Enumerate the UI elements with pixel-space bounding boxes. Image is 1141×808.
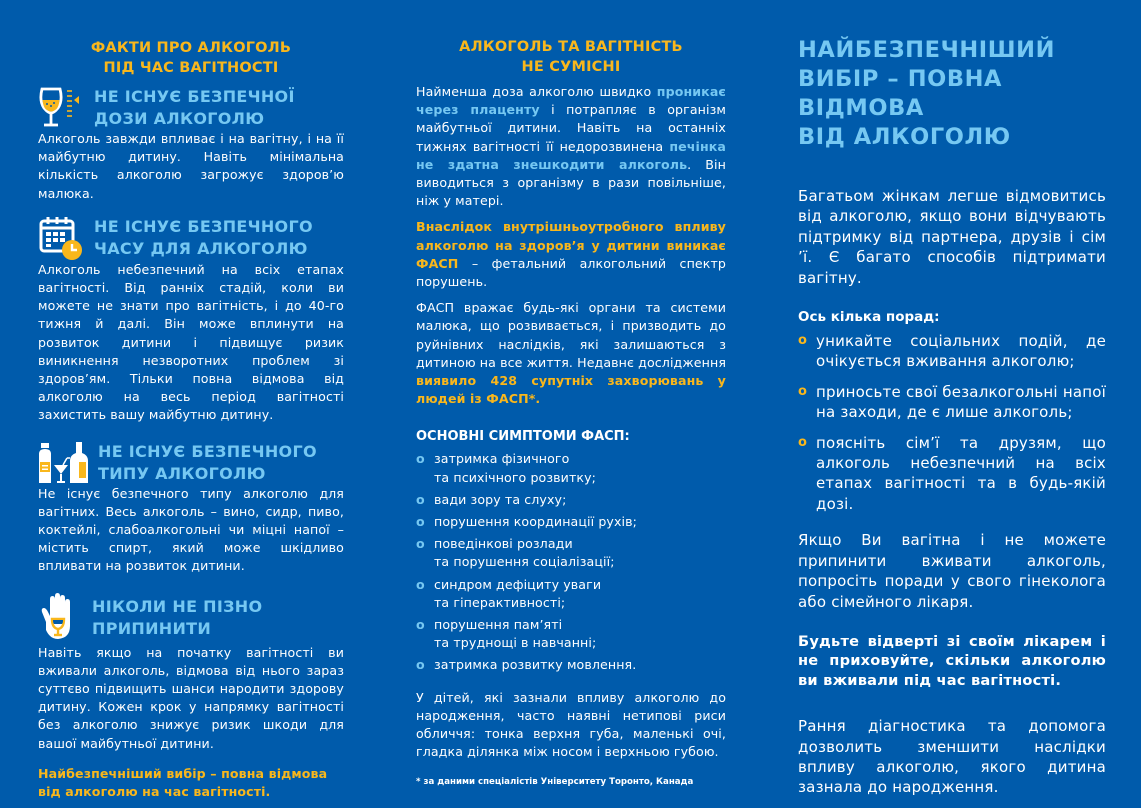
fact-no-safe-dose [38, 86, 344, 203]
fact-text: Навіть якщо на початку вагітності ви вживали алкоголь, відмова від нього зараз суттєво підвищить шанси народити здорову дитину. Кожен крок у напрямку вагітності без алкоголю знижує ризик шкоди для вашої майбутньої дитини. [38, 644, 344, 751]
fasd-effects-paragraph: ФАСП вражає будь-які органи та системи малюка, що розвивається, і призводить до руйнівних наслідків, які залишаються з дитиною на все життя. Недавнє дослідження виявило 428 супутніх захворювань у людей із ФАСП*. [416, 300, 726, 407]
symptom-item: o затримка розвитку мовлення. [416, 657, 637, 673]
panel-safest-choice [798, 0, 1106, 808]
stop-hand-glass-icon [38, 592, 92, 644]
fasd-definition-paragraph: Внаслідок внутрішньоутробного впливу алкоголю на здоров’я у дитини виникає ФАСП – фетальний алкогольний спектр порушень. [416, 219, 726, 290]
fact-title: НЕ ІСНУЄ БЕЗПЕЧНОЇ ДОЗИ АЛКОГОЛЮ [94, 87, 295, 128]
tip-item: o уникайте соціальних подій, де очікується вживання алкоголю; [798, 332, 1106, 371]
bottles-drinks-icon [38, 441, 98, 485]
panel-alcohol-and-pregnancy [416, 0, 726, 808]
fact-no-safe-time [38, 215, 344, 425]
early-diagnosis-text: Рання діагностика та допомога дозволить зменшити наслідки впливу алкоголю, якого дитина зазнала до народження. [798, 717, 1106, 797]
tip-item: o поясніть сім’ї та друзям, що алкоголь небезпечний на всіх етапах вагітності та в будь-якій дозі. [798, 433, 1106, 513]
symptoms-title: ОСНОВНІ СИМПТОМИ ФАСП: [416, 429, 630, 445]
tips-title: Ось кілька порад: [798, 309, 940, 326]
symptom-item: o порушення координації рухів; [416, 514, 637, 530]
wine-glass-level-icon [38, 87, 94, 129]
tips-list [798, 331, 1106, 514]
calendar-clock-icon [38, 215, 94, 261]
fact-text: Не існує безпечного типу алкоголю для вагітних. Весь алкоголь – вино, сидр, пиво, коктейлі, слабоалкогольні чи міцні напої – містить спирт, який може шкідливо впливати на розвиток дитини. [38, 485, 344, 574]
placenta-paragraph: Найменша доза алкоголю швидко проникає через плаценту і потрапляє в організм майбутньої дитини. Навіть на останніх тижнях вагітності її недорозвинена печінка не здатна знешкодити алкоголь. Він виводиться з організму в рази повільніше, ніж у матері. [416, 84, 726, 209]
panel1-conclusion: Найбезпечніший вибір – повна відмова від алкоголю на час вагітності. [38, 765, 328, 800]
panel-facts [38, 0, 344, 808]
support-intro: Багатьом жінкам легше відмовитись від алкоголю, якщо вони відчувають підтримку від партнера, друзів і сім ’ї. Є багато способів підтримати вагітну. [798, 187, 1106, 287]
symptom-item: o затримка фізичного та психічного розвитку; [416, 451, 596, 485]
fact-never-too-late [38, 592, 344, 753]
fact-text: Алкоголь завжди впливає і на вагітну, і на її майбутню дитину. Навіть мінімальна кількість алкоголю загрожує здоров’ю малюка. [38, 131, 344, 201]
symptom-item: o поведінкові розлади та порушення соціалізації; [416, 536, 615, 570]
symptom-item: o вади зору та слуху; [416, 491, 567, 507]
fact-no-safe-type [38, 441, 344, 576]
symptom-item: o синдром дефіциту уваги та гіперактивності; [416, 576, 602, 610]
fact-title: НІКОЛИ НЕ ПІЗНО ПРИПИНИТИ [92, 596, 263, 638]
be-open-advice: Будьте відверті зі своїм лікарем і не приховуйте, скільки алкоголю ви вживали під час вагітності. [798, 632, 1106, 689]
panel1-title: ФАКТИ ПРО АЛКОГОЛЬ ПІД ЧАС ВАГІТНОСТІ [90, 40, 292, 76]
facial-features-paragraph: У дітей, які зазнали впливу алкоголю до народження, часто наявні нетипові риси обличчя: тонка верхня губа, маленькі очі, гладка ділянка між носом і верхньою губою. [416, 689, 726, 760]
fact-text: Алкоголь небезпечний на всіх етапах вагітності. Від ранніх стадій, коли ви можете не знати про вагітність, і до 40-го тижня й далі. Він може вплинути на розвиток дитини і підвищує ризик виникнення незворотних проблем зі здоров’ям. Тільки повна відмова від алкоголю на весь період вагітності захистить вашу майбутню дитину. [38, 261, 344, 423]
fact-title: НЕ ІСНУЄ БЕЗПЕЧНОГО ТИПУ АЛКОГОЛЮ [98, 441, 317, 483]
panel2-title: АЛКОГОЛЬ ТА ВАГІТНІСТЬ НЕ СУМІСНІ [459, 39, 683, 75]
footnote: * за даними спеціалістів Університету Торонто, Канада [416, 776, 694, 787]
tip-item: o приносьте свої безалкогольні напої на заходи, де є лише алкоголь; [798, 382, 1106, 422]
doctor-advice: Якщо Ви вагітна і не можете припинити вживати алкоголь, попросіть поради у свого гінеколога або сімейного лікаря. [798, 531, 1106, 611]
panel3-title: НАЙБЕЗПЕЧНІШИЙ ВИБІР – ПОВНА ВІДМОВА ВІД АЛКОГОЛЮ [798, 37, 1056, 150]
fact-title: НЕ ІСНУЄ БЕЗПЕЧНОГО ЧАСУ ДЛЯ АЛКОГОЛЮ [94, 216, 313, 258]
symptom-item: o порушення пам’яті та труднощі в навчанні; [416, 617, 597, 651]
symptoms-list [416, 450, 726, 674]
